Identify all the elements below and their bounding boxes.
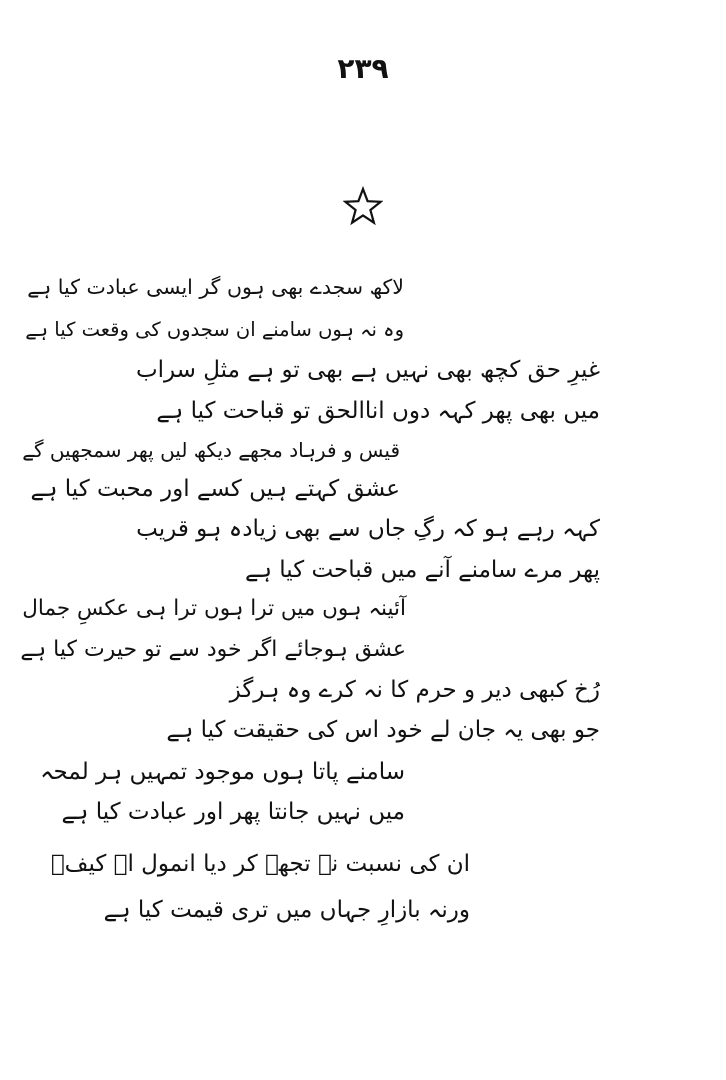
couplet-line-1: غیرِ حق کچھ بھی نہیں ہے بھی تو ہے مثلِ سراب — [135, 357, 600, 383]
couplet-line-1: ان کی نسبت نے تجھے کر دیا انمول اے کیفؔ — [50, 851, 470, 877]
couplet-line-2: پھر مرے سامنے آنے میں قباحت کیا ہے — [244, 557, 600, 583]
couplet-line-1: آئینہ ہوں میں ترا ہوں ترا ہی عکسِ جمال — [22, 596, 406, 621]
couplet-line-2: عشق ہوجائے اگر خود سے تو حیرت کیا ہے — [20, 637, 406, 662]
couplet-line-2: وہ نہ ہوں سامنے ان سجدوں کی وقعت کیا ہے — [25, 318, 404, 341]
couplet-line-2: ورنہ بازارِ جہاں میں تری قیمت کیا ہے — [103, 897, 470, 923]
couplet-line-1: کہہ رہے ہو کہ رگِ جاں سے بھی زیادہ ہو قریب — [136, 516, 600, 542]
couplet-line-2: میں بھی پھر کہہ دوں اناالحق تو قباحت کیا ہے — [156, 398, 600, 424]
couplet-line-1: سامنے پاتا ہوں موجود تمہیں ہر لمحہ — [40, 759, 405, 785]
couplet-line-2: میں نہیں جانتا پھر اور عبادت کیا ہے — [61, 799, 405, 825]
couplet-line-1: قیس و فرہاد مجھے دیکھ لیں پھر سمجھیں گے — [22, 438, 400, 462]
couplet-line-2: جو بھی یہ جان لے خود اس کی حقیقت کیا ہے — [166, 717, 600, 743]
page-number: ۲۳۹ — [337, 52, 389, 85]
couplet-line-1: لاکھ سجدے بھی ہوں گر ایسی عبادت کیا ہے — [27, 275, 404, 299]
star-outline-icon — [343, 186, 383, 226]
couplet-line-1: رُخ کبھی دیر و حرم کا نہ کرے وہ ہرگز — [229, 677, 600, 703]
couplet-line-2: عشق کہتے ہیں کسے اور محبت کیا ہے — [30, 476, 400, 502]
